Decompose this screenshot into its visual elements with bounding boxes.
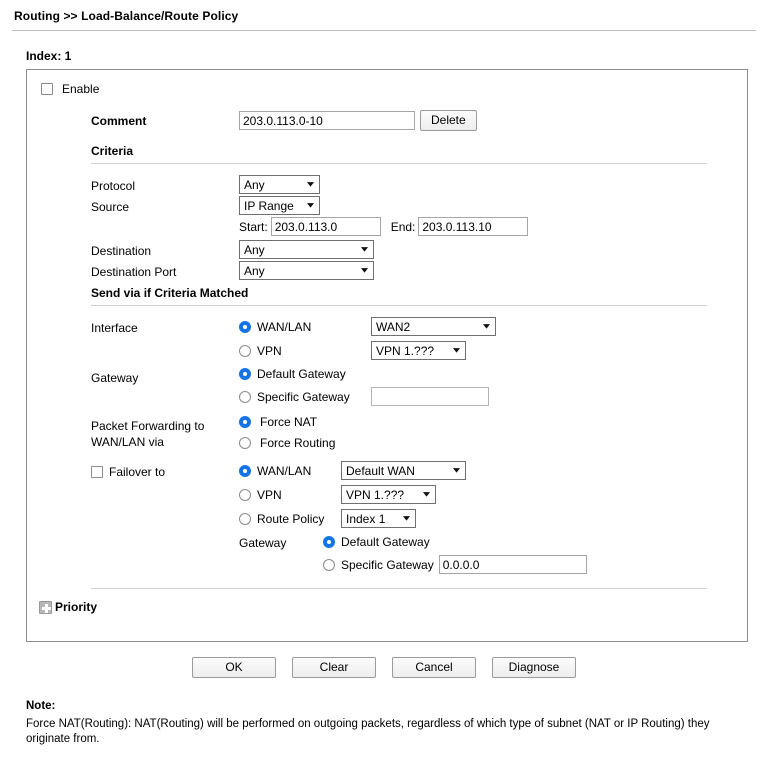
delete-button[interactable]: Delete [420, 110, 477, 131]
interface-vpn-label: VPN [257, 343, 282, 358]
ip-range-spacer [91, 217, 239, 220]
interface-label: Interface [91, 321, 138, 335]
diagnose-button[interactable]: Diagnose [492, 657, 576, 678]
criteria-heading: Criteria [91, 144, 134, 158]
interface-vpn-option [239, 341, 496, 360]
failover-gateway-label: Gateway [239, 536, 287, 550]
note-body: Force NAT(Routing): NAT(Routing) will be performed on outgoing packets, regardless of which type of subnet (NAT or IP Routing) they originate from. [26, 718, 710, 745]
gateway-specific-label: Specific Gateway [257, 389, 350, 404]
breadcrumb-divider [12, 30, 756, 31]
failover-vpn-option [239, 485, 587, 504]
interface-vpn-radio[interactable] [239, 345, 251, 357]
failover-gw-default-label: Default Gateway [341, 535, 430, 549]
destination-row [91, 240, 707, 259]
failover-gw-specific-input[interactable] [439, 555, 587, 574]
destination-label: Destination [91, 244, 152, 258]
ip-range-row [91, 217, 707, 236]
interface-wan-option [239, 317, 496, 336]
packet-forwarding-label-line2: WAN/LAN via [91, 435, 164, 449]
failover-wan-radio[interactable] [239, 465, 251, 477]
gateway-specific-input[interactable] [371, 387, 489, 406]
start-label: Start: [239, 219, 268, 234]
failover-gw-specific-radio[interactable] [323, 559, 335, 571]
destination-value: Any [244, 242, 265, 257]
page-title: Index: 1 [26, 49, 72, 63]
gateway-row [91, 367, 707, 406]
destination-select[interactable] [239, 240, 374, 259]
form-body [27, 110, 747, 574]
protocol-select[interactable] [239, 175, 320, 194]
plus-icon [39, 601, 52, 614]
failover-route-policy-select[interactable] [341, 509, 416, 528]
failover-route-policy-radio[interactable] [239, 513, 251, 525]
failover-route-policy-option [239, 509, 587, 528]
comment-label: Comment [91, 114, 147, 128]
gateway-specific-radio[interactable] [239, 391, 251, 403]
failover-vpn-radio[interactable] [239, 489, 251, 501]
note-title: Note: [26, 700, 56, 712]
chevron-down-icon: ▼ [420, 489, 433, 499]
interface-vpn-value: VPN 1.??? [376, 343, 435, 358]
failover-gw-specific-option [323, 555, 587, 574]
criteria-divider [91, 163, 707, 164]
end-ip-input[interactable] [418, 217, 528, 236]
comment-row [91, 110, 707, 131]
failover-label-cell [91, 461, 239, 482]
destination-port-select[interactable] [239, 261, 374, 280]
clear-button[interactable]: Clear [292, 657, 376, 678]
gateway-specific-option [239, 387, 489, 406]
interface-wan-label: WAN/LAN [257, 319, 312, 334]
failover-wan-value: Default WAN [346, 463, 415, 478]
failover-label: Failover to [109, 465, 166, 479]
source-row [91, 196, 707, 215]
action-bar [0, 657, 768, 678]
failover-gateway-block [239, 535, 587, 574]
gateway-default-option [239, 367, 489, 381]
gateway-label: Gateway [91, 371, 139, 385]
enable-checkbox[interactable] [41, 83, 53, 95]
start-ip-input[interactable] [271, 217, 381, 236]
route-policy-panel [26, 69, 748, 642]
force-nat-radio[interactable] [239, 416, 251, 428]
protocol-row [91, 175, 707, 194]
failover-gw-default-option [323, 535, 587, 549]
failover-route-policy-value: Index 1 [346, 511, 386, 526]
gateway-default-label: Default Gateway [257, 367, 346, 381]
chevron-down-icon: ▼ [358, 265, 371, 275]
note-section [26, 700, 748, 747]
failover-vpn-label: VPN [257, 487, 282, 502]
failover-vpn-value: VPN 1.??? [346, 487, 405, 502]
breadcrumb: Routing >> Load-Balance/Route Policy [14, 9, 239, 23]
failover-wan-label: WAN/LAN [257, 463, 312, 478]
destination-port-value: Any [244, 263, 265, 278]
priority-divider [91, 588, 707, 589]
ok-button[interactable]: OK [192, 657, 276, 678]
protocol-label: Protocol [91, 179, 136, 193]
protocol-value: Any [244, 177, 265, 192]
gateway-default-radio[interactable] [239, 368, 251, 380]
force-nat-option [239, 415, 335, 429]
failover-wan-option [239, 461, 587, 480]
interface-wan-value: WAN2 [376, 319, 411, 334]
destination-port-label: Destination Port [91, 265, 177, 279]
failover-route-policy-label: Route Policy [257, 511, 325, 526]
chevron-down-icon: ▼ [400, 513, 413, 523]
failover-vpn-select[interactable] [341, 485, 436, 504]
failover-row [91, 461, 707, 574]
cancel-button[interactable]: Cancel [392, 657, 476, 678]
interface-wan-select[interactable] [371, 317, 496, 336]
chevron-down-icon: ▼ [450, 345, 463, 355]
failover-wan-select[interactable] [341, 461, 466, 480]
comment-input[interactable] [239, 111, 415, 130]
send-via-heading: Send via if Criteria Matched [91, 286, 249, 300]
source-select[interactable] [239, 196, 320, 215]
chevron-down-icon: ▼ [304, 179, 317, 189]
packet-forwarding-label [91, 415, 239, 450]
chevron-down-icon: ▼ [450, 465, 463, 475]
failover-checkbox[interactable] [91, 466, 103, 478]
force-routing-label: Force Routing [260, 436, 336, 450]
chevron-down-icon: ▼ [304, 200, 317, 210]
interface-wan-radio[interactable] [239, 321, 251, 333]
send-via-divider [91, 305, 707, 306]
interface-row [91, 317, 707, 360]
priority-expander[interactable] [39, 600, 747, 614]
force-nat-label: Force NAT [260, 415, 318, 429]
packet-forwarding-label-line1: Packet Forwarding to [91, 419, 205, 433]
force-routing-radio[interactable] [239, 437, 251, 449]
enable-label: Enable [62, 82, 100, 96]
failover-gw-default-radio[interactable] [323, 536, 335, 548]
chevron-down-icon: ▼ [358, 244, 371, 254]
packet-forwarding-row [91, 415, 707, 450]
priority-label: Priority [55, 600, 98, 614]
chevron-down-icon: ▼ [480, 321, 493, 331]
source-label: Source [91, 200, 130, 214]
enable-row [27, 70, 747, 96]
force-routing-option [239, 436, 335, 450]
destination-port-row [91, 261, 707, 280]
end-label: End: [390, 219, 416, 234]
source-value: IP Range [244, 198, 294, 213]
interface-vpn-select[interactable] [371, 341, 466, 360]
failover-gw-specific-label: Specific Gateway [341, 557, 434, 572]
